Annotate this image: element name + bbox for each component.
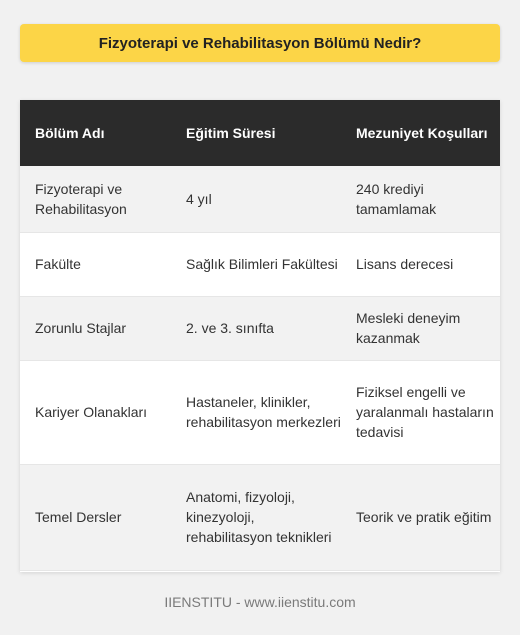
info-table [20,100,500,572]
table-cell: Fakülte [20,232,171,296]
footer-credit: IIENSTITU - www.iienstitu.com [164,594,356,610]
table-cell: Lisans derecesi [341,232,500,296]
table-row [20,166,500,232]
table-cell: Kariyer Olanakları [20,360,171,464]
table-cell: Fiziksel engelli ve yaralanmalı hastaların tedavisi [341,360,500,464]
table-header-row [20,100,500,166]
table-cell: Sağlık Bilimleri Fakültesi [171,232,341,296]
table-cell: 240 krediyi tamamlamak [341,166,500,232]
table-row [20,296,500,360]
table-cell: Hastaneler, klinikler, rehabilitasyon merkezleri [171,360,341,464]
column-header-graduation: Mezuniyet Koşulları [356,125,488,141]
column-header-department: Bölüm Adı [35,125,105,141]
page-title: Fizyoterapi ve Rehabilitasyon Bölümü Nedir? [20,24,500,62]
table-cell: Fizyoterapi ve Rehabilitasyon [20,166,171,232]
table-row [20,360,500,464]
table-cell: Mesleki deneyim kazanmak [341,296,500,360]
table-cell: 4 yıl [171,166,341,232]
table-cell: Teorik ve pratik eğitim [341,464,500,570]
table-cell: 2. ve 3. sınıfta [171,296,341,360]
table-cell: Zorunlu Stajlar [20,296,171,360]
table-row [20,232,500,296]
table-cell: Temel Dersler [20,464,171,570]
table-cell: Anatomi, fizyoloji, kinezyoloji, rehabilitasyon teknikleri [171,464,341,570]
column-header-duration: Eğitim Süresi [186,125,276,141]
table-row [20,464,500,570]
